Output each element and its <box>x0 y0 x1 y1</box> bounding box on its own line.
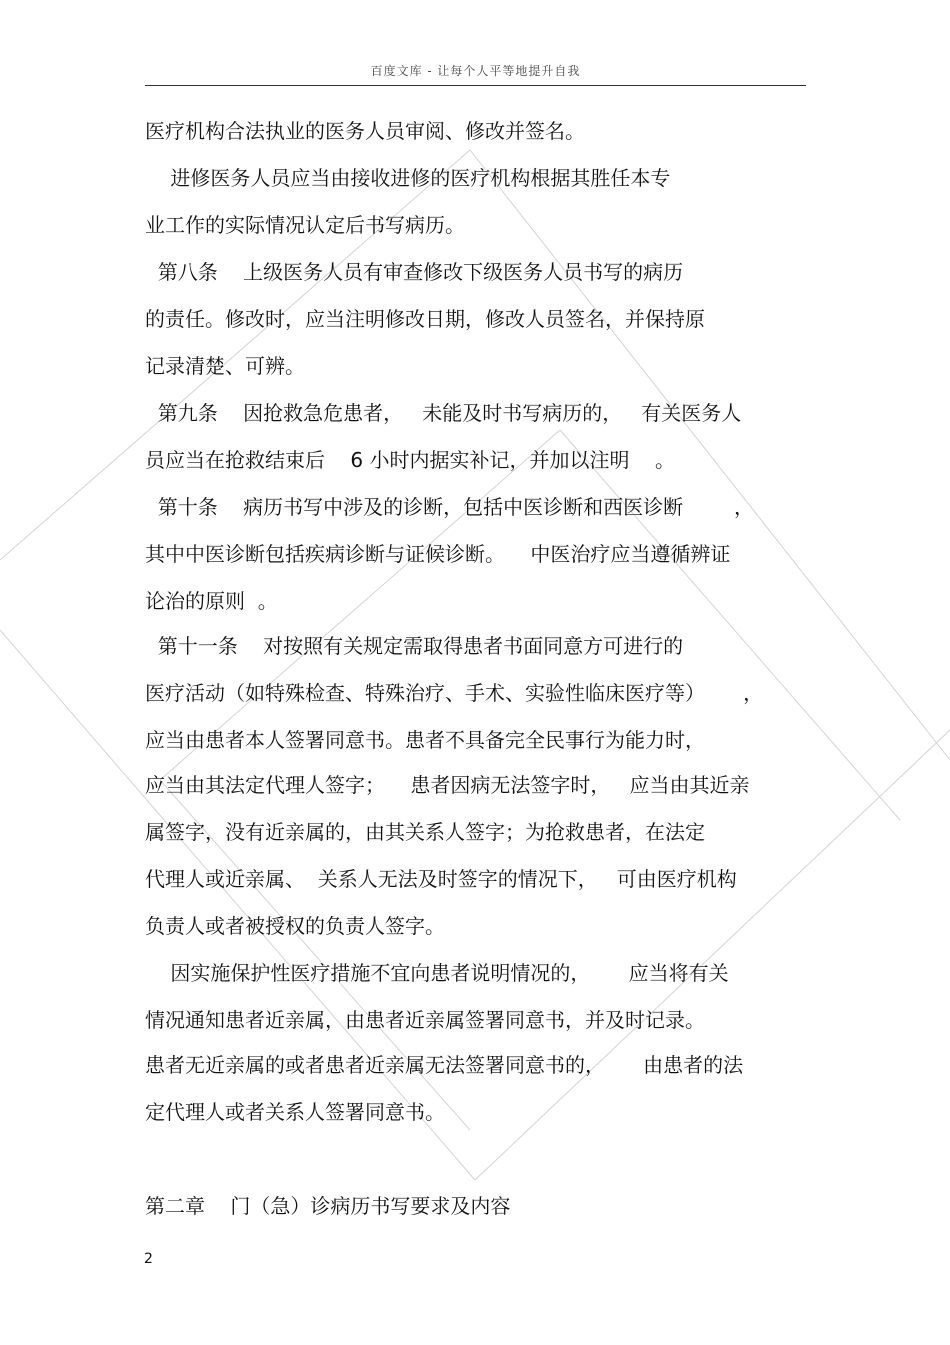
body-line: 属签字，没有近亲属的，由其关系人签字；为抢救患者，在法定 <box>145 820 705 844</box>
article-9-heading-line: 第九条 因抢救急危患者， 未能及时书写病历的， 有关医务人 <box>145 401 742 425</box>
body-line: 负责人或者被授权的负责人签字。 <box>145 914 445 938</box>
body-line: 情况通知患者近亲属，由患者近亲属签署同意书，并及时记录。 <box>145 1008 705 1032</box>
body-line: 记录清楚、可辨。 <box>145 354 305 378</box>
body-line: 患者无近亲属的或者患者近亲属无法签署同意书的， 由患者的法 <box>145 1053 744 1077</box>
body-line: 进修医务人员应当由接收进修的医疗机构根据其胜任本专 <box>145 166 671 190</box>
article-10-heading-line: 第十条 病历书写中涉及的诊断，包括中医诊断和西医诊断 ， <box>145 495 755 519</box>
body-line: 员应当在抢救结束后 6 小时内据实补记，并加以注明 。 <box>145 448 675 472</box>
article-8-heading-line: 第八条 上级医务人员有审查修改下级医务人员书写的病历 <box>145 260 684 284</box>
page-number: 2 <box>144 1251 153 1267</box>
body-line: 论治的原则 。 <box>145 589 278 613</box>
body-line: 医疗活动（如特殊检查、特殊治疗、手术、实验性临床医疗等） ， <box>145 681 764 705</box>
body-line: 的责任。修改时，应当注明修改日期，修改人员签名，并保持原 <box>145 307 705 331</box>
page-header: 百度文库 - 让每个人平等地提升自我 <box>370 64 581 78</box>
body-line: 定代理人或者关系人签署同意书。 <box>145 1100 445 1124</box>
body-line: 应当由其法定代理人签字； 患者因病无法签字时， 应当由其近亲 <box>145 773 750 797</box>
body-line: 业工作的实际情况认定后书写病历。 <box>145 213 465 237</box>
article-11-heading-line: 第十一条 对按照有关规定需取得患者书面同意方可进行的 <box>145 634 684 658</box>
body-line: 因实施保护性医疗措施不宜向患者说明情况的， 应当将有关 <box>145 961 729 985</box>
body-line: 其中中医诊断包括疾病诊断与证候诊断。 中医治疗应当遵循辨证 <box>145 542 731 566</box>
body-line: 应当由患者本人签署同意书。患者不具备完全民事行为能力时， <box>145 728 705 752</box>
header-rule <box>145 85 806 86</box>
chapter-2-title: 第二章 门（急）诊病历书写要求及内容 <box>145 1194 511 1218</box>
body-line: 医疗机构合法执业的医务人员审阅、修改并签名。 <box>145 119 585 143</box>
body-line: 代理人或近亲属、 关系人无法及时签字的情况下， 可由医疗机构 <box>145 867 737 891</box>
